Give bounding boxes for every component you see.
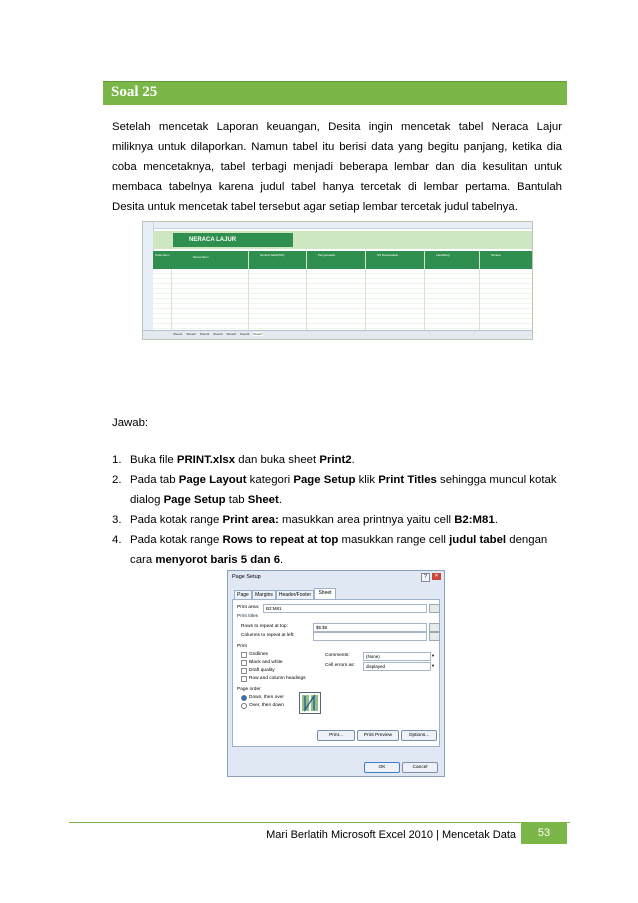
col-header: Neraca	[491, 253, 501, 257]
sheet-tab[interactable]: Sheet1	[173, 332, 183, 336]
cell-errors-select[interactable]: displayed	[363, 662, 431, 671]
problem-paragraph	[112, 117, 562, 217]
columns-to-repeat-label: Columns to repeat at left:	[241, 633, 295, 638]
step-text: Pada kotak range Rows to repeat at top masukkan range cell judul tabel dengan cara menyorot baris 5 dan 6.	[130, 534, 548, 566]
close-icon[interactable]: ✕	[432, 573, 441, 580]
step-text: Buka file PRINT.xlsx dan buka sheet Print2.	[130, 454, 355, 466]
over-then-down-label: Over, then down	[249, 703, 284, 708]
draft-quality-label: Draft quality	[249, 668, 275, 673]
excel-neraca-lajur-screenshot	[142, 221, 533, 340]
down-then-over-label: Down, then over	[249, 695, 284, 700]
row-col-headings-label: Row and column headings	[249, 676, 306, 681]
table-body	[153, 269, 532, 330]
options-button[interactable]: Options...	[401, 730, 437, 741]
table-header-band	[153, 251, 532, 269]
comments-select[interactable]: (None)	[363, 652, 431, 661]
print-area-input[interactable]: B2:M81	[263, 604, 427, 613]
sheet-tab[interactable]: Sheet5	[226, 332, 236, 336]
over-then-down-radio[interactable]	[241, 703, 247, 709]
ok-button[interactable]: OK	[364, 762, 400, 773]
columns-to-repeat-input[interactable]	[313, 632, 427, 641]
black-white-label: Black and white	[249, 660, 283, 665]
sheet-tab-active[interactable]: Sheet7	[253, 332, 263, 336]
range-selector-icon[interactable]	[429, 623, 440, 632]
down-then-over-radio[interactable]	[241, 695, 247, 701]
col-header: Laba/Rugi	[436, 253, 450, 257]
tab-page[interactable]: Page	[234, 590, 252, 600]
sheet-tab[interactable]: Sheet4	[213, 332, 223, 336]
col-header: Kode Akun	[155, 253, 170, 257]
column-header-strip	[143, 222, 532, 229]
tab-header-footer[interactable]: Header/Footer	[276, 590, 314, 600]
page-order-arrows-icon	[300, 693, 320, 713]
paragraph-line: coba mencetaknya, tabel terbagi menjadi beberapa lembar dan dia kesulitan untuk	[112, 161, 562, 173]
grid-line	[171, 269, 172, 330]
paragraph-line: Desita untuk mencetak tabel tersebut agar setiap lembar tercetak judul tabelnya.	[112, 201, 518, 213]
grid-line	[306, 251, 307, 330]
range-selector-icon[interactable]	[429, 632, 440, 641]
step-number: 4.	[112, 534, 122, 546]
step-number: 2.	[112, 474, 122, 486]
paragraph-line: miliknya untuk dilaporkan. Namun tabel itu berisi data yang begitu panjang, ketika dia	[112, 141, 562, 153]
step-text: Pada tab Page Layout kategori Page Setup klik Print Titles sehingga muncul kotak dialog Page Setup tab Sheet.	[130, 474, 557, 506]
step-number: 3.	[112, 514, 122, 526]
paragraph-line: Setelah mencetak Laporan keuangan, Desita ingin mencetak tabel Neraca Lajur	[112, 121, 562, 133]
col-header: Penyesuaian	[318, 253, 336, 257]
comments-label: Comments:	[325, 653, 350, 658]
chevron-down-icon[interactable]: ▼	[431, 663, 435, 668]
page-order-preview-icon	[299, 692, 321, 714]
page-setup-dialog	[227, 570, 445, 777]
grid-line	[479, 251, 480, 330]
answer-label: Jawab:	[112, 417, 149, 429]
print-area-label: Print area:	[237, 605, 260, 610]
step-number: 1.	[112, 454, 122, 466]
sheet-tab[interactable]: Sheet2	[186, 332, 196, 336]
gridlines-label: Gridlines	[249, 652, 268, 657]
gridlines-checkbox[interactable]	[241, 652, 247, 658]
sheet-tab[interactable]: Sheet6	[239, 332, 250, 336]
dialog-title: Page Setup	[232, 574, 261, 580]
tab-sheet[interactable]: Sheet	[314, 588, 336, 600]
range-selector-icon[interactable]	[429, 604, 440, 613]
help-icon[interactable]: ?	[421, 573, 430, 582]
row-col-headings-checkbox[interactable]	[241, 676, 247, 682]
col-header: Neraca Saldo(NS)	[260, 253, 285, 257]
col-header: Nama Akun	[193, 255, 209, 259]
sheet-tab[interactable]: Sheet3	[199, 332, 210, 336]
grid-line	[248, 251, 249, 330]
tab-margins[interactable]: Margins	[252, 590, 276, 600]
footer-divider	[69, 822, 570, 823]
section-header-bar	[103, 81, 567, 105]
paragraph-line: membaca tabelnya karena judul tabel hanya tercetak di lembar pertama. Bantulah	[112, 181, 562, 193]
footer-text: Mari Berlatih Microsoft Excel 2010 | Mencetak Data	[266, 829, 516, 841]
page-number: 53	[521, 823, 567, 844]
chevron-down-icon[interactable]: ▼	[431, 653, 435, 658]
col-header: NS Disesuaikan	[377, 253, 399, 257]
step-text: Pada kotak range Print area: masukkan area printnya yaitu cell B2:M81.	[130, 514, 498, 526]
rows-to-repeat-label: Rows to repeat at top:	[241, 624, 288, 629]
print-button[interactable]: Print...	[317, 730, 355, 741]
print-titles-label: Print titles	[237, 614, 259, 619]
print-section-label: Print	[237, 644, 247, 649]
rows-to-repeat-input[interactable]: $5:$6	[313, 623, 427, 632]
page-order-label: Page order	[237, 687, 261, 692]
cancel-button[interactable]: Cancel	[402, 762, 438, 773]
sheet-tab-panel	[232, 599, 440, 747]
print-preview-button[interactable]: Print Preview	[357, 730, 399, 741]
draft-quality-checkbox[interactable]	[241, 668, 247, 674]
grid-line	[424, 251, 425, 330]
black-white-checkbox[interactable]	[241, 660, 247, 666]
section-title: Soal 25	[111, 84, 158, 100]
cell-errors-label: Cell errors as:	[325, 663, 355, 668]
neraca-lajur-title: NERACA LAJUR	[173, 233, 293, 247]
grid-line	[365, 251, 366, 330]
sheet-tabs	[173, 332, 263, 336]
